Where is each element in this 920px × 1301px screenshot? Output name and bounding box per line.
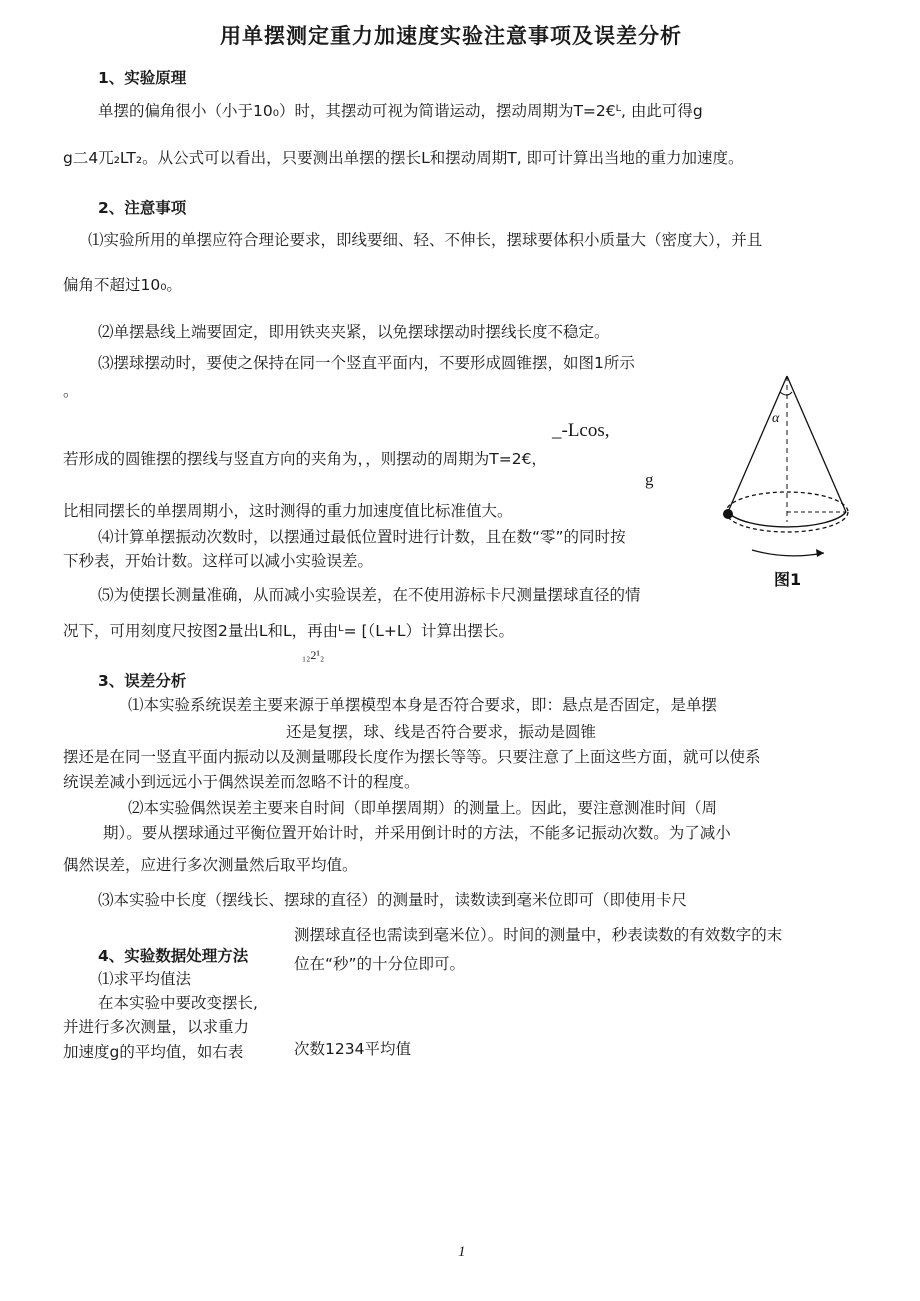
pendulum-length-formula-subscripts: ₁₂2¹₂ bbox=[302, 648, 325, 662]
note-1-line-2: 偏角不超过10₀。 bbox=[63, 276, 182, 294]
note-1-line-1: ⑴实验所用的单摆应符合理论要求，即线要细、轻、不伸长，摆球要体积小质量大（密度大），并且 bbox=[88, 231, 763, 249]
error-1-line-3: 摆还是在同一竖直平面内振动以及测量哪段长度作为摆长等等。只要注意了上面这些方面，就可以使系 bbox=[63, 748, 761, 766]
method-1-line-1: 在本实验中要改变摆长, bbox=[98, 994, 258, 1012]
error-2-line-1: ⑵本实验偶然误差主要来自时间（即单摆周期）的测量上。因此，要注意测准时间（周 bbox=[128, 799, 718, 817]
page-title: 用单摆测定重力加速度实验注意事项及误差分析 bbox=[220, 24, 682, 48]
section-heading-notes: 2、注意事项 bbox=[98, 199, 187, 217]
method-1-title: ⑴求平均值法 bbox=[98, 970, 192, 988]
note-3-line-2: 。 bbox=[63, 382, 79, 400]
error-1-line-1: ⑴本实验系统误差主要来源于单摆模型本身是否符合要求，即：悬点是否固定，是单摆 bbox=[128, 696, 718, 714]
angle-arc bbox=[780, 392, 792, 395]
pendulum-string-left bbox=[728, 376, 787, 512]
section-heading-data-processing: 4、实验数据处理方法 bbox=[98, 947, 249, 965]
note-3-line-3: 若形成的圆锥摆的摆线与竖直方向的夹角为，，则摆动的周期为T=2€， bbox=[63, 450, 547, 468]
angle-label: α bbox=[772, 411, 780, 426]
section-heading-error-analysis: 3、误差分析 bbox=[98, 672, 187, 690]
note-4-line-1: ⑷计算单摆振动次数时，以摆通过最低位置时进行计数，且在数“零”的同时按 bbox=[98, 528, 626, 546]
error-1-line-2: 还是复摆，球、线是否符合要求，振动是圆锥 bbox=[286, 723, 597, 741]
error-2-line-2: 期）。要从摆球通过平衡位置开始计时，并采用倒计时的方法，不能多记振动次数。为了减小 bbox=[103, 824, 731, 842]
note-2: ⑵单摆悬线上端要固定，即用铁夹夹紧，以免摆球摆动时摆线长度不稳定。 bbox=[98, 323, 610, 341]
error-1-line-4: 统误差减小到远远小于偶然误差而忽略不计的程度。 bbox=[63, 773, 420, 791]
pendulum-bob bbox=[723, 509, 733, 519]
error-3-line-2: 测摆球直径也需读到毫米位）。时间的测量中，秒表读数的有效数字的末 bbox=[294, 926, 783, 944]
figure-1-conical-pendulum bbox=[712, 372, 862, 592]
cone-period-formula-denominator: g bbox=[645, 470, 654, 489]
note-5-line-1: ⑸为使摆长测量准确，从而减小实验误差，在不使用游标卡尺测量摆球直径的情 bbox=[98, 586, 641, 604]
cone-period-formula-numerator: _-Lcos, bbox=[552, 420, 610, 441]
principle-paragraph-2: g二4兀₂LT₂。从公式可以看出，只要测出单摆的摆长L和摆动周期T, 即可计算出当地的重力加速度。 bbox=[63, 149, 744, 167]
error-2-line-3: 偶然误差，应进行多次测量然后取平均值。 bbox=[63, 856, 358, 874]
data-table-header: 次数1234平均值 bbox=[294, 1040, 411, 1058]
method-1-line-2: 并进行多次测量，以求重力 bbox=[63, 1018, 250, 1036]
error-3-line-1: ⑶本实验中长度（摆线长、摆球的直径）的测量时，读数读到毫米位即可（即使用卡尺 bbox=[98, 891, 688, 909]
conical-pendulum-diagram bbox=[712, 372, 862, 592]
motion-arrow bbox=[752, 550, 824, 556]
note-4-line-2: 下秒表，开始计数。这样可以减小实验误差。 bbox=[63, 552, 374, 570]
section-heading-principle: 1、实验原理 bbox=[98, 69, 187, 87]
figure-caption: 图1 bbox=[774, 570, 802, 589]
method-1-line-3: 加速度g的平均值，如右表 bbox=[63, 1043, 244, 1061]
principle-paragraph-1: 单摆的偏角很小（小于10₀）时，其摆动可视为简谐运动，摆动周期为T=2€ᴸ, 由此可得g bbox=[98, 102, 703, 120]
motion-arrow-head bbox=[816, 549, 824, 557]
error-3-line-3: 位在“秒”的十分位即可。 bbox=[294, 955, 466, 973]
note-3-line-4: 比相同摆长的单摆周期小，这时测得的重力加速度值比标准值大。 bbox=[63, 502, 513, 520]
note-5-line-2: 况下，可用刻度尺按图2量出L和L，再由ᴸ= [（L+L）计算出摆长。 bbox=[63, 622, 515, 640]
note-3-line-1: ⑶摆球摆动时，要使之保持在同一个竖直平面内，不要形成圆锥摆，如图1所示 bbox=[98, 354, 635, 372]
page-number: 1 bbox=[458, 1244, 466, 1260]
